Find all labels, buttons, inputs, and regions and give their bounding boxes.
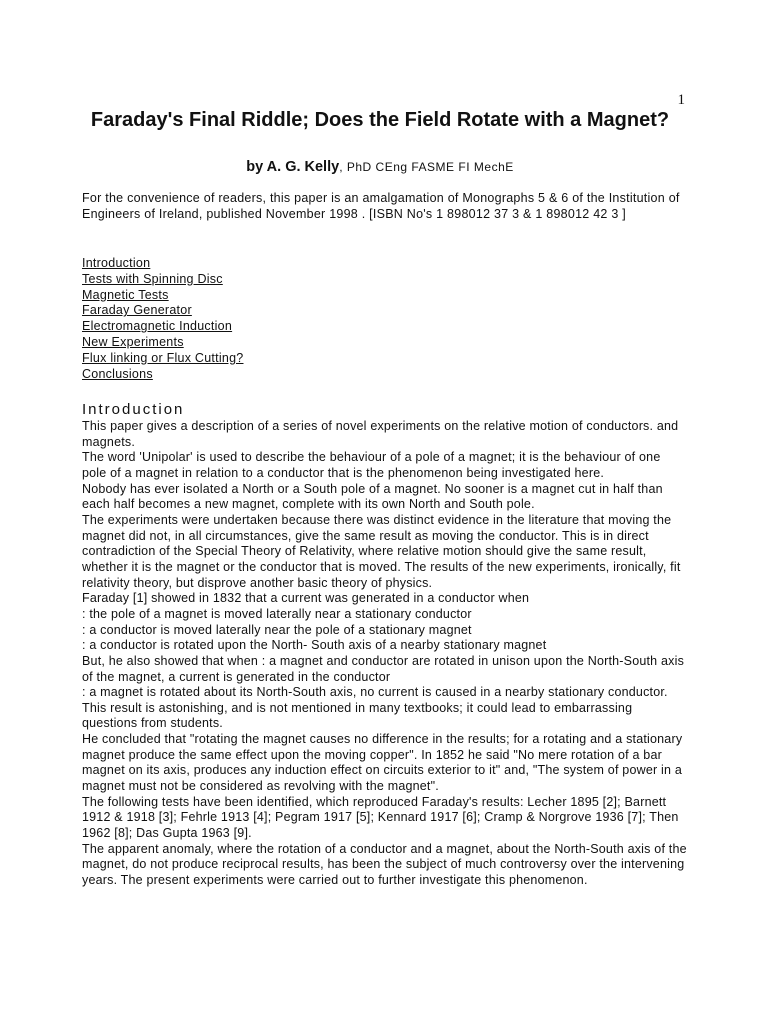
body-paragraph: The following tests have been identified, which reproduced Faraday's results: Lecher 1895 [2]; Barnett 1912 & 1918 [3]; Fehrle 1913 [4]; Pegram 1917 [5]; Kennard 1917 [6]; Cramp & Norgrove 1936 [7]; Then 1962 [8]; Das Gupta 1963 [9]. bbox=[82, 794, 679, 841]
toc-item-magnetic-tests bbox=[82, 288, 243, 304]
toc-link-introduction[interactable]: Introduction bbox=[82, 256, 151, 270]
body-paragraph: But, he also showed that when : a magnet and conductor are rotated in unison upon the North-South axis of the magnet, a current is generated in the conductor bbox=[82, 653, 685, 684]
toc-link-conclusions[interactable]: Conclusions bbox=[82, 366, 153, 381]
body-list-item: : a conductor is moved laterally near the pole of a stationary magnet bbox=[82, 622, 472, 637]
author-name: by A. G. Kelly bbox=[246, 159, 340, 175]
intro-paragraph: For the convenience of readers, this paper is an amalgamation of Monographs 5 & 6 of the Institution of Engineers of Ireland, published November 1998 . [ISBN No's 1 898012 37 3 & 1 898012 42 3 ] bbox=[82, 191, 680, 221]
body-paragraph: The apparent anomaly, where the rotation of a conductor and a magnet, about the North-South axis of the magnet, do not produce reciprocal results, has been the subject of much controversy over the intervening years. The present experiments were carried out to further investigate this phenomenon. bbox=[82, 841, 687, 888]
body-list-item: : the pole of a magnet is moved laterally near a stationary conductor bbox=[82, 606, 472, 621]
toc-item-conclusions bbox=[82, 367, 243, 383]
toc-link-electromagnetic-induction[interactable]: Electromagnetic Induction bbox=[82, 319, 233, 334]
table-of-contents bbox=[82, 256, 243, 382]
body-paragraph: Faraday [1] showed in 1832 that a current was generated in a conductor when bbox=[82, 591, 530, 606]
document-title: Faraday's Final Riddle; Does the Field Rotate with a Magnet? bbox=[90, 109, 670, 131]
toc-item-spinning-disc bbox=[82, 272, 243, 288]
body-paragraph: Nobody has ever isolated a North or a South pole of a magnet. No sooner is a magnet cut in half than each half becomes a new magnet, complete with its own North and South pole. bbox=[82, 481, 663, 512]
toc-item-flux bbox=[82, 351, 243, 367]
toc-link-flux[interactable]: Flux linking or Flux Cutting? bbox=[82, 350, 244, 365]
body-paragraph: The word 'Unipolar' is used to describe the behaviour of a pole of a magnet; it is the behaviour of one pole of a magnet in relation to a conductor that is the phenomenon being investigated here. bbox=[82, 450, 661, 480]
section-heading-introduction: Introduction bbox=[82, 401, 185, 418]
body-list-item: : a conductor is rotated upon the North- South axis of a nearby stationary magnet bbox=[82, 638, 547, 653]
author-credentials: , PhD CEng FASME FI MechE bbox=[339, 160, 514, 174]
body-list-item: : a magnet is rotated about its North-South axis, no current is caused in a nearby stationary conductor. This result is astonishing, and is not mentioned in many textbooks; it could lead to embarrassing questions from students. bbox=[82, 685, 668, 731]
toc-link-magnetic-tests[interactable]: Magnetic Tests bbox=[82, 287, 169, 302]
toc-item-electromagnetic-induction bbox=[82, 319, 243, 335]
toc-link-spinning-disc[interactable]: Tests with Spinning Disc bbox=[82, 271, 223, 286]
body-paragraph: This paper gives a description of a series of novel experiments on the relative motion of conductors. and magnets. bbox=[82, 419, 679, 449]
toc-link-faraday-generator[interactable]: Faraday Generator bbox=[82, 303, 192, 318]
page-number: 1 bbox=[677, 92, 685, 108]
body-paragraph: The experiments were undertaken because there was distinct evidence in the literature that moving the magnet did not, in all circumstances, give the same result as moving the conductor. This is in direct contradiction of the Special Theory of Relativity, where relative motion should give the same result, whether it is the magnet or the conductor that is moved. The results of the new experiments, ironically, fit relativity theory, but disprove another basic theory of physics. bbox=[82, 512, 681, 590]
toc-link-new-experiments[interactable]: New Experiments bbox=[82, 334, 184, 349]
body-text bbox=[82, 419, 688, 889]
body-paragraph: He concluded that "rotating the magnet causes no difference in the results; for a rotating and a stationary magnet produce the same effect upon the moving copper". In 1852 he said "No mere rotation of a bar magnet on its axis, produces any induction effect on circuits exterior to it" and, "The system of power in a magnet must not be considered as revolving with the magnet". bbox=[82, 732, 683, 794]
toc-item-introduction bbox=[82, 256, 243, 272]
toc-item-new-experiments bbox=[82, 335, 243, 351]
toc-item-faraday-generator bbox=[82, 303, 243, 319]
byline bbox=[82, 157, 678, 177]
